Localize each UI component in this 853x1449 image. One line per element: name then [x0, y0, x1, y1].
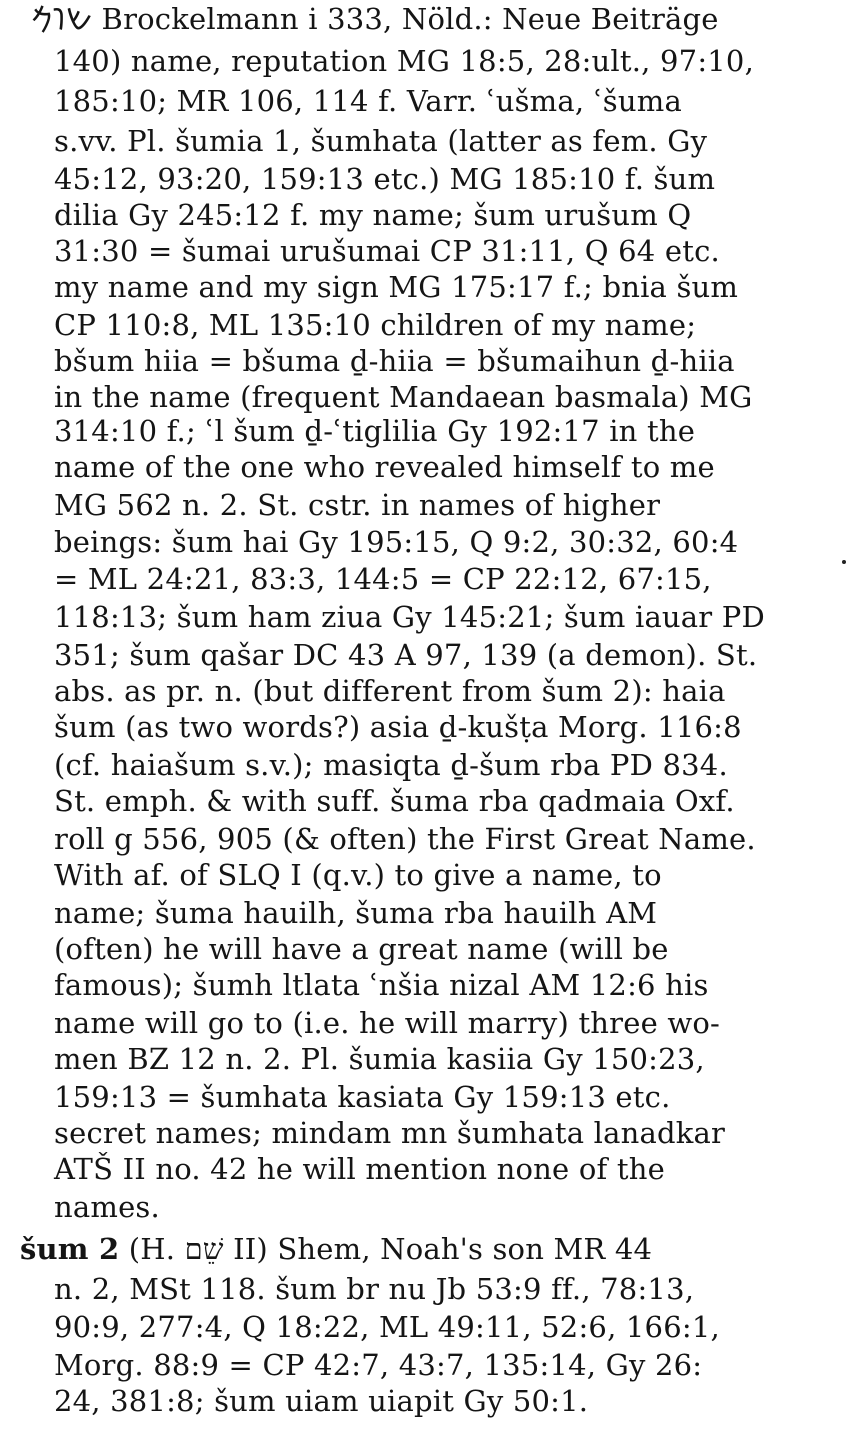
entry-line: name of the one who revealed himself to me	[54, 450, 715, 484]
entry-line: my name and my sign MG 175:17 f.; bnia šum	[54, 270, 739, 304]
entry-line: MG 562 n. 2. St. cstr. in names of higher	[54, 488, 661, 522]
entry-line: šum (as two words?) asia ḏ-kušṭa Morg. 116:8	[54, 710, 742, 744]
entry-line: 351; šum qašar DC 43 A 97, 139 (a demon). St.	[54, 638, 758, 672]
entry-line: 45:12, 93:20, 159:13 etc.) MG 185:10 f. šum	[54, 162, 716, 196]
entry-line: 24, 381:8; šum uiam uiapit Gy 50:1.	[54, 1384, 589, 1418]
entry-line: 185:10; MR 106, 114 f. Varr. ʿušma, ʿšuma	[54, 84, 682, 118]
entry-line: s.vv. Pl. šumia 1, šumhata (latter as fem. Gy	[54, 124, 708, 158]
entry-line: 118:13; šum ham ziua Gy 145:21; šum iauar PD	[54, 600, 765, 634]
entry-line: secret names; mindam mn šumhata lanadkar	[54, 1116, 726, 1150]
entry-line: CP 110:8, ML 135:10 children of my name;	[54, 308, 697, 342]
entry-line: abs. as pr. n. (but different from šum 2): haia	[54, 674, 726, 708]
entry-line: names.	[54, 1190, 160, 1224]
entry-line: 159:13 = šumhata kasiata Gy 159:13 etc.	[54, 1080, 671, 1114]
entry-line: ATŠ II no. 42 he will mention none of the	[54, 1152, 665, 1186]
entry-line: name; šuma hauilh, šuma rba hauilh AM	[54, 896, 658, 930]
entry-line: roll g 556, 905 (& often) the First Great Name.	[54, 822, 756, 856]
entry-line: bšum hiia = bšuma ḏ-hiia = bšumaihun ḏ-hiia	[54, 344, 735, 378]
scan-speck	[842, 560, 846, 564]
entry-line: = ML 24:21, 83:3, 144:5 = CP 22:12, 67:15,	[54, 562, 712, 596]
entry-line: 90:9, 277:4, Q 18:22, ML 49:11, 52:6, 166:1,	[54, 1310, 720, 1344]
entry-line: (often) he will have a great name (will be	[54, 932, 669, 966]
entry-line: 31:30 = šumai urušumai CP 31:11, Q 64 etc.	[54, 234, 720, 268]
entry-line: men BZ 12 n. 2. Pl. šumia kasiia Gy 150:23,	[54, 1042, 705, 1076]
entry-line: 314:10 f.; ʿl šum ḏ-ʿtiglilia Gy 192:17 in the	[54, 414, 696, 448]
entry-line: 140) name, reputation MG 18:5, 28:ult., 97:10,	[54, 44, 755, 78]
entry-headword: šum 2	[20, 1232, 120, 1266]
entry-line: 𐡔𐡅𐡌 Brockelmann i 333, Nöld.: Neue Beiträge	[32, 2, 719, 36]
entry-line: Morg. 88:9 = CP 42:7, 43:7, 135:14, Gy 26:	[54, 1348, 703, 1382]
entry-line: St. emph. & with suff. šuma rba qadmaia Oxf.	[54, 784, 735, 818]
entry-line: With af. of SLQ I (q.v.) to give a name, to	[54, 858, 662, 892]
entry-first-line	[20, 1232, 652, 1266]
entry-line: beings: šum hai Gy 195:15, Q 9:2, 30:32, 60:4	[54, 525, 739, 559]
entry-line-text: (H. שֵׁם II) Shem, Noah's son MR 44	[119, 1232, 653, 1266]
entry-line: in the name (frequent Mandaean basmala) MG	[54, 380, 753, 414]
entry-line: n. 2, MSt 118. šum br nu Jb 53:9 ff., 78:13,	[54, 1272, 695, 1306]
entry-line: dilia Gy 245:12 f. my name; šum urušum Q	[54, 198, 692, 232]
entry-line: famous); šumh ltlata ʿnšia nizal AM 12:6 his	[54, 968, 709, 1002]
entry-line: (cf. haiašum s.v.); masiqta ḏ-šum rba PD 834.	[54, 748, 728, 782]
entry-line: name will go to (i.e. he will marry) three wo-	[54, 1006, 721, 1040]
